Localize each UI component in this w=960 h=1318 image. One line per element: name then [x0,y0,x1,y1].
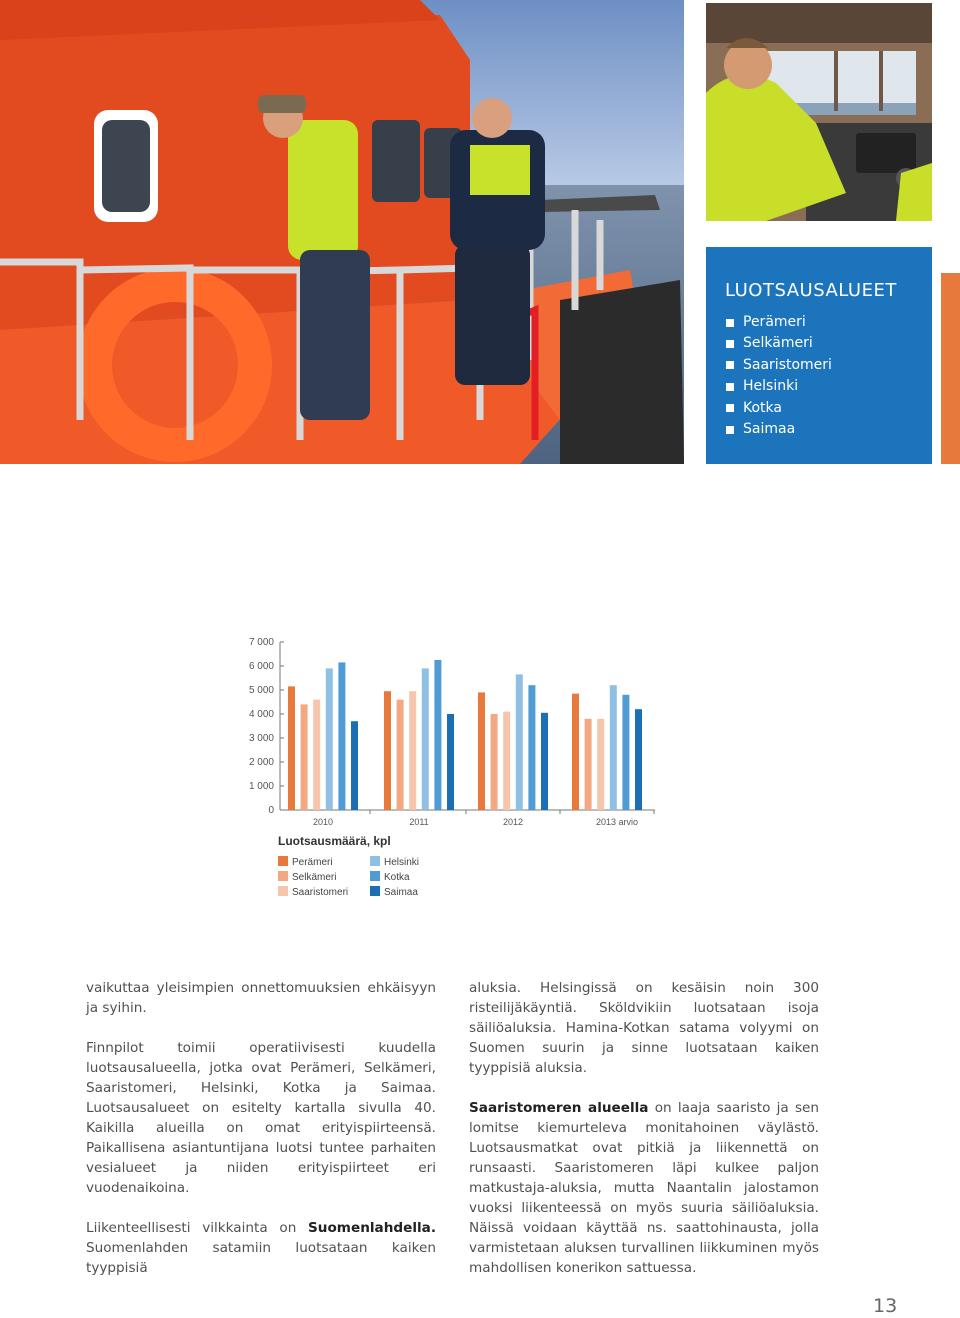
x-tick-label: 2012 [502,817,524,827]
bar [541,713,548,810]
bar [528,685,535,810]
bar [572,694,579,810]
highlight-saaristomeri: Saaristomeren alueella [469,1100,649,1116]
bar [434,660,441,810]
y-tick-label: 0 [268,805,274,816]
pilotage-areas-box [706,247,932,464]
list-item: Saimaa [726,419,832,440]
legend-label: Saimaa [384,887,418,898]
text-column-right [469,978,819,1298]
bar [326,668,333,810]
bar [597,719,604,810]
bar [422,668,429,810]
y-tick-label: 3 000 [248,733,274,744]
legend-label: Perämeri [292,857,333,868]
x-tick-label: 2013 arvio [595,817,639,827]
bar [478,692,485,810]
list-item: Kotka [726,398,832,419]
text-column-left [86,978,436,1298]
x-tick-label: 2010 [312,817,334,827]
bar [491,714,498,810]
bar [516,674,523,810]
bar [288,686,295,810]
legend-label: Helsinki [384,857,420,868]
chart-svg [230,630,670,910]
bullet-square-icon [726,426,734,434]
bar [622,695,629,810]
y-tick-label: 1 000 [248,781,274,792]
bar [384,691,391,810]
x-tick-label: 2011 [409,817,429,827]
legend-label: Selkämeri [292,872,337,883]
pilotage-areas-title: LUOTSAUSALUEET [725,280,897,301]
bar [503,712,510,810]
bar [313,700,320,810]
bar [447,714,454,810]
y-tick-label: 2 000 [248,757,274,768]
bullet-square-icon [726,404,734,412]
bullet-square-icon [726,361,734,369]
legend-swatch [278,856,288,866]
page-number: 13 [873,1295,898,1317]
bar [409,691,416,810]
highlight-suomenlahti: Suomenlahdella. [308,1220,436,1236]
legend-swatch [370,856,380,866]
bullet-square-icon [726,340,734,348]
orange-accent-strip [941,273,960,464]
chart-title: Luotsausmäärä, kpl [278,834,391,848]
bar [351,721,358,810]
paragraph: Liikenteellisesti vilkkainta on Suomenlahdella. Suomenlahden satamiin luotsataan kaiken tyyppisiä [86,1220,436,1276]
legend-label: Kotka [384,872,410,883]
y-tick-label: 7 000 [248,637,274,648]
pilot-boat-photo [0,0,684,464]
bar [585,719,592,810]
list-item: Helsinki [726,376,832,397]
y-tick-label: 5 000 [248,685,274,696]
y-tick-label: 4 000 [248,709,274,720]
bar [301,704,308,810]
bar [635,709,642,810]
pilotage-volume-chart [230,630,670,910]
bar [610,685,617,810]
bullet-square-icon [726,319,734,327]
pilotage-areas-list [726,312,832,440]
list-item: Selkämeri [726,333,832,354]
legend-label: Saaristomeri [292,887,349,898]
bullet-square-icon [726,383,734,391]
list-item: Saaristomeri [726,355,832,376]
legend-swatch [370,886,380,896]
pilot-at-helm-photo [706,3,932,221]
legend-swatch [370,871,380,881]
paragraph: vaikuttaa yleisimpien onnettomuuksien ehkäisyyn ja syihin. [86,980,436,1016]
paragraph: aluksia. Helsingissä on kesäisin noin 300 risteilijäkäyntiä. Sköldvikiin luotsataan isoja säiliöaluksia. Hamina-Kotkan satama volyymi on Suomen suurin ja sinne luotsataan kaiken tyyppisiä aluksia. [469,980,819,1076]
paragraph: Saaristomeren alueella on laaja saaristo ja sen lomitse kiemurteleva monitahoinen väylästö. Luotsausmatkat ovat pitkiä ja liikennettä on runsaasti. Saaristomeren läpi kulkee paljon matkustaja-aluksia, mutta Naantalin jalostamon vuoksi liikenteessä on myös suuria säiliöaluksia. Näissä voidaan käyttää ns. saattohinausta, jolla varmistetaan aluksen turvallinen liikkuminen myös mahdollisen konerikon sattuessa. [469,1100,819,1276]
paragraph: Finnpilot toimii operatiivisesti kuudella luotsausalueella, jotka ovat Perämeri, Selkämeri, Saaristomeri, Helsinki, Kotka ja Saimaa. Luotsausalueet on esitelty kartalla sivulla 40. Kaikilla alueilla on omat erityispiirteensä. Paikallisena asiantuntijana luotsi tuntee parhaiten vesialueet ja niiden erityispiirteet eri vuodenaikoina. [86,1040,436,1196]
bar [338,662,345,810]
legend-swatch [278,886,288,896]
list-item: Perämeri [726,312,832,333]
legend-swatch [278,871,288,881]
y-tick-label: 6 000 [248,661,274,672]
bar [397,700,404,810]
